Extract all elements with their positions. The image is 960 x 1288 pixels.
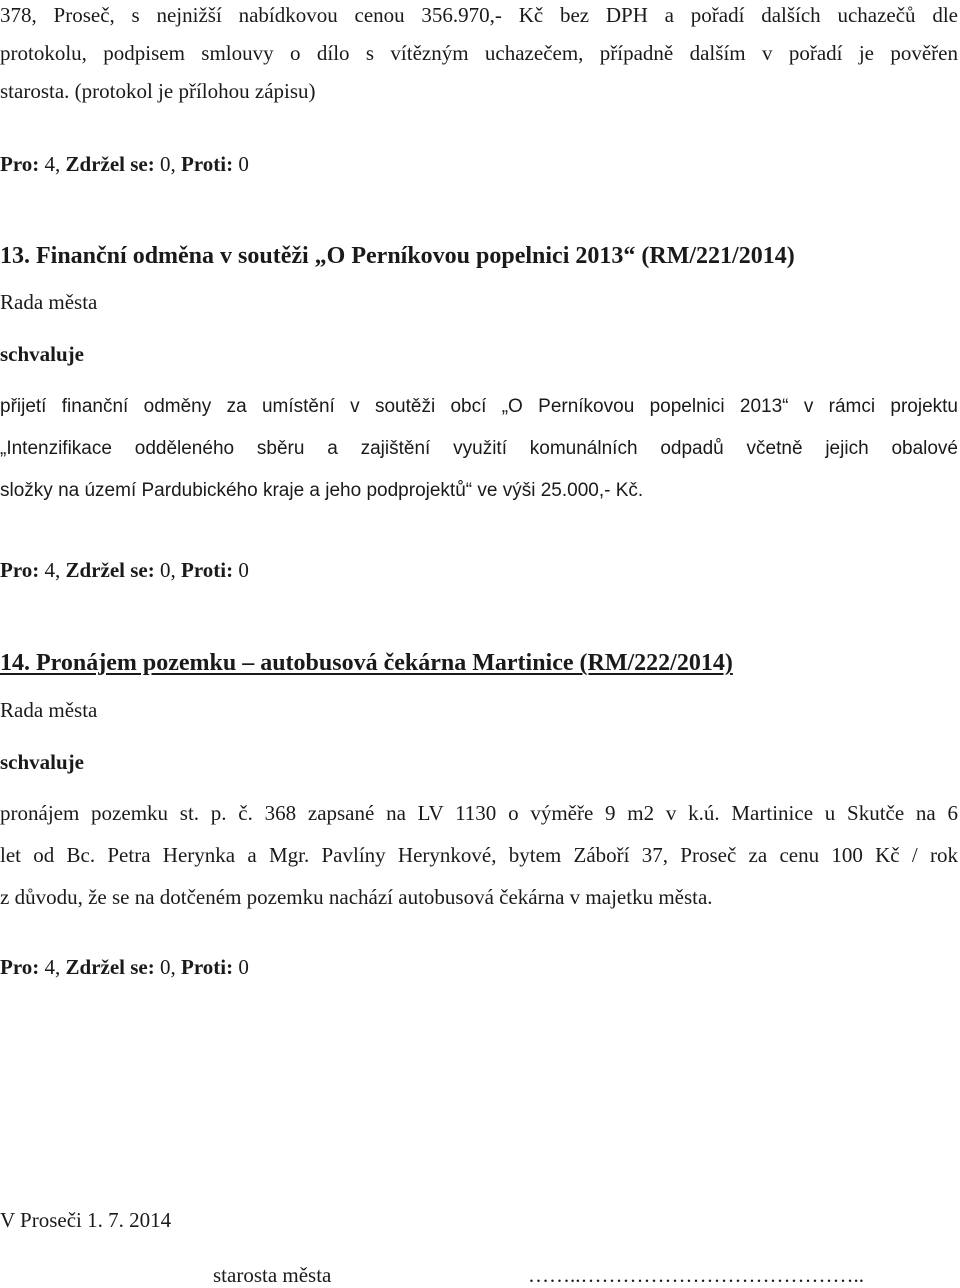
vote-pro-value: 4, (39, 955, 66, 979)
vote-zdrzel-label: Zdržel se: (65, 955, 155, 979)
place-date: V Proseči 1. 7. 2014 (0, 1208, 172, 1232)
item-13-text-line-2: „Intenzifikace odděleného sběru a zajištění využití komunálních odpadů včetně jejich obalové (0, 438, 958, 459)
vote-proti-label: Proti: (181, 558, 234, 582)
item-14-text-line-3: z důvodu, že se na dotčeném pozemku nachází autobusová čekárna v majetku města. (0, 885, 713, 909)
item-13-body: Rada města (0, 290, 98, 314)
vote-proti-value: 0 (233, 558, 249, 582)
vote-zdrzel-label: Zdržel se: (65, 152, 155, 176)
vote-zdrzel-value: 0, (154, 152, 181, 176)
intro-line-1: 378, Proseč, s nejnižší nabídkovou cenou 356.970,- Kč bez DPH a pořadí dalších uchazečů dle (0, 3, 958, 27)
item-13-text-line-1: přijetí finanční odměny za umístění v soutěži obcí „O Perníkovou popelnici 2013“ v rámci projektu (0, 396, 958, 417)
item-14-heading (0, 650, 733, 676)
vote-pro-label: Pro: (0, 558, 40, 582)
vote-zdrzel-value: 0, (154, 955, 181, 979)
item-13-verb: schvaluje (0, 342, 84, 366)
vote-pro-value: 4, (39, 558, 66, 582)
item-13-heading: 13. Finanční odměna v soutěži „O Perníkovou popelnici 2013“ (RM/221/2014) (0, 243, 795, 269)
signature-line: ……..………………………………….. (528, 1263, 864, 1287)
item-14-text-line-1: pronájem pozemku st. p. č. 368 zapsané na LV 1130 o výměře 9 m2 v k.ú. Martinice u Skutče na 6 (0, 801, 958, 825)
intro-line-2: protokolu, podpisem smlouvy o dílo s vítězným uchazečem, případně dalším v pořadí je pověřen (0, 41, 958, 65)
vote-pro-label: Pro: (0, 955, 40, 979)
signature-label: starosta města (213, 1263, 332, 1287)
vote-proti-label: Proti: (181, 152, 234, 176)
item-14-text-line-2: let od Bc. Petra Herynka a Mgr. Pavlíny Herynkové, bytem Záboří 37, Proseč za cenu 100 Kč / rok (0, 843, 958, 867)
vote-zdrzel-value: 0, (154, 558, 181, 582)
vote-proti-label: Proti: (181, 955, 234, 979)
vote-result (0, 954, 249, 980)
item-14-verb: schvaluje (0, 750, 84, 774)
vote-pro-value: 4, (39, 152, 66, 176)
vote-result (0, 151, 249, 177)
vote-proti-value: 0 (233, 955, 249, 979)
vote-result (0, 557, 249, 583)
vote-proti-value: 0 (233, 152, 249, 176)
vote-zdrzel-label: Zdržel se: (65, 558, 155, 582)
item-13-text-line-3: složky na území Pardubického kraje a jeho podprojektů“ ve výši 25.000,- Kč. (0, 480, 644, 501)
item-14-body: Rada města (0, 698, 98, 722)
vote-pro-label: Pro: (0, 152, 40, 176)
intro-line-3: starosta. (protokol je přílohou zápisu) (0, 79, 316, 103)
item-14-heading-text: 14. Pronájem pozemku – autobusová čekárna Martinice (RM/222/2014) (0, 650, 733, 676)
